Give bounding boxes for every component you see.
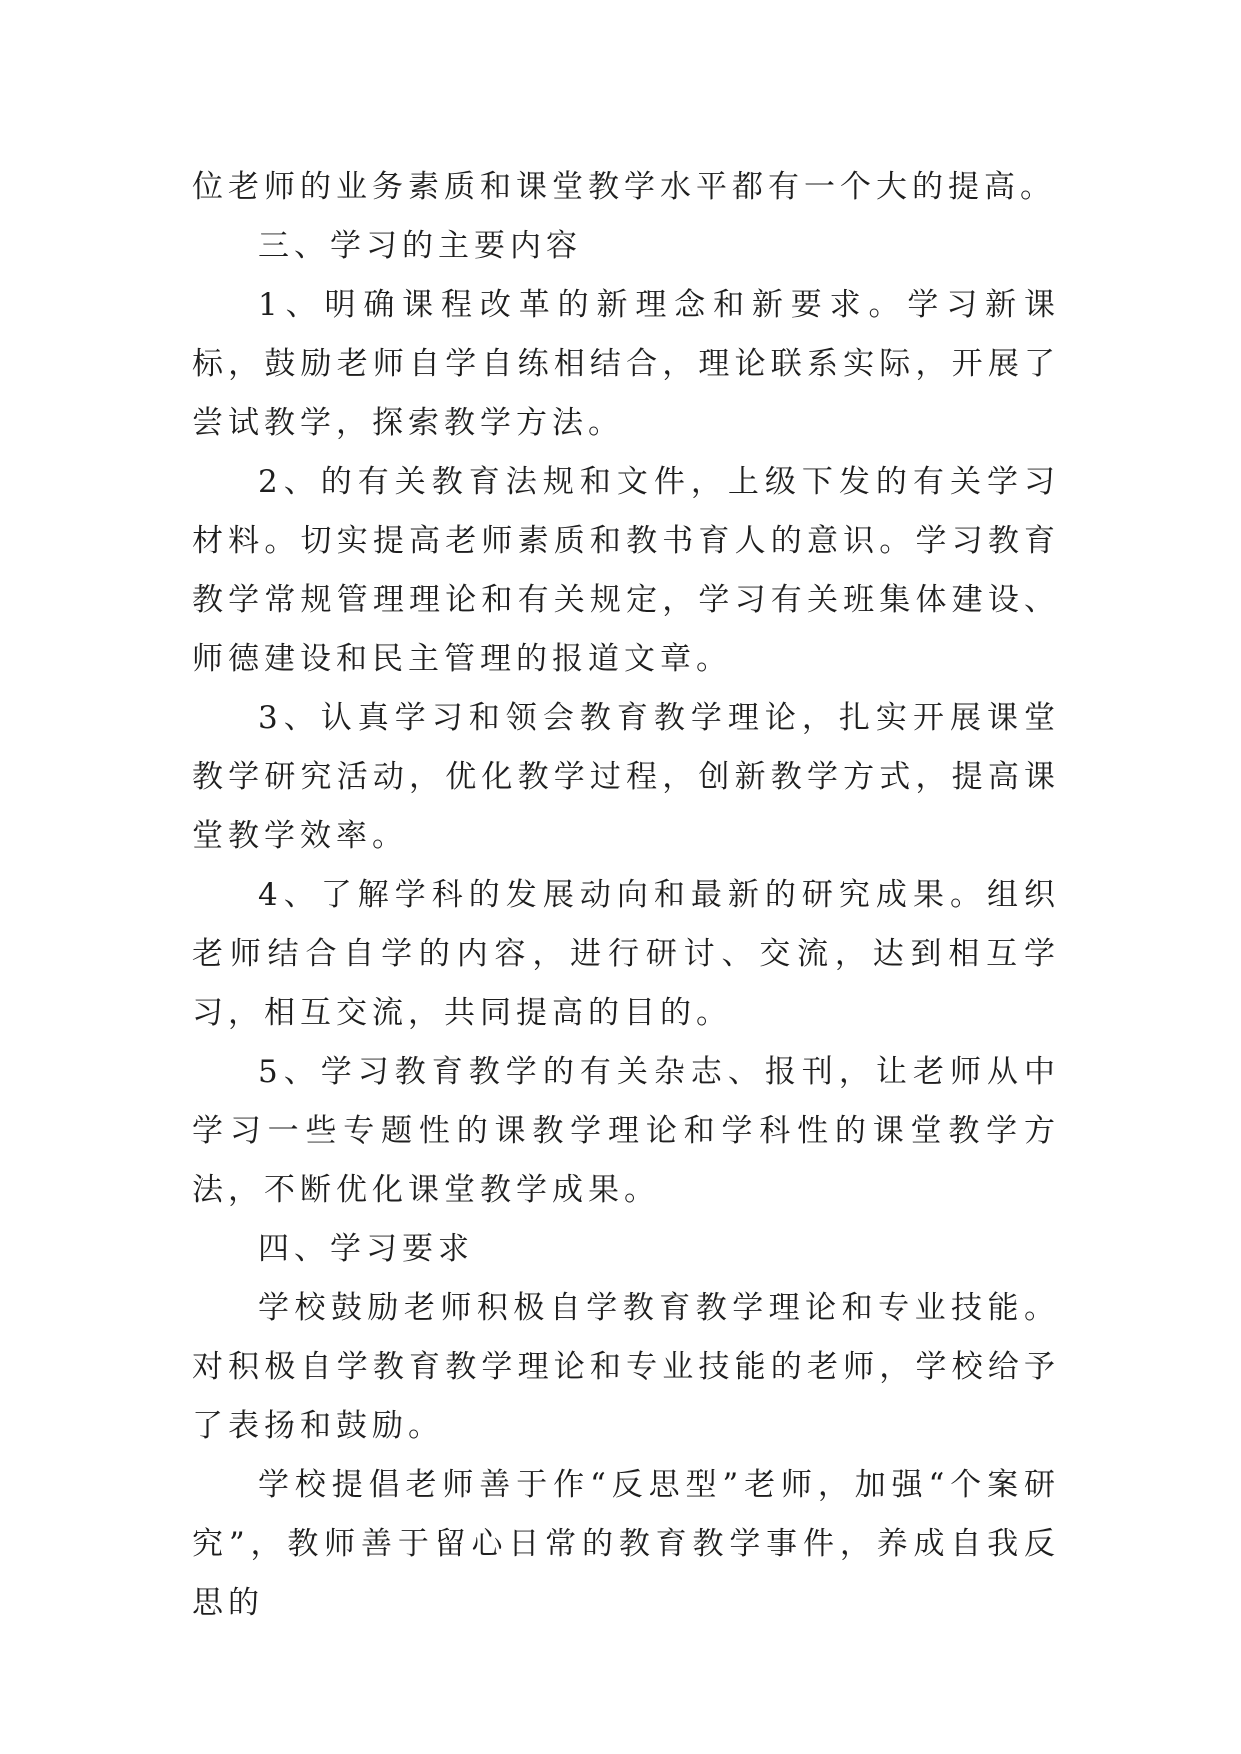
section-heading-learning-content: 三、学习的主要内容: [258, 228, 582, 264]
paragraph-requirements-2: 学校提倡老师善于作“反思型”老师，加强“个案研究”，教师善于留心日常的教育教学事件，养成自我反思的: [192, 1467, 1060, 1621]
section-heading-requirements: 四、学习要求: [258, 1231, 474, 1267]
paragraph-item-4: 4、了解学科的发展动向和最新的研究成果。组织老师结合自学的内容，进行研讨、交流，达到相互学习，相互交流，共同提高的目的。: [192, 877, 1060, 1031]
paragraph-continuation: 位老师的业务素质和课堂教学水平都有一个大的提高。: [192, 169, 1056, 205]
paragraph-requirements-1: 学校鼓励老师积极自学教育教学理论和专业技能。对积极自学教育教学理论和专业技能的老师，学校给予了表扬和鼓励。: [192, 1290, 1060, 1444]
paragraph-item-1: 1、明确课程改革的新理念和新要求。学习新课标，鼓励老师自学自练相结合，理论联系实际，开展了尝试教学，探索教学方法。: [192, 287, 1060, 441]
paragraph-item-2: 2、的有关教育法规和文件，上级下发的有关学习材料。切实提高老师素质和教书育人的意识。学习教育教学常规管理理论和有关规定，学习有关班集体建设、师德建设和民主管理的报道文章。: [192, 464, 1060, 677]
paragraph-item-3: 3、认真学习和领会教育教学理论，扎实开展课堂教学研究活动，优化教学过程，创新教学方式，提高课堂教学效率。: [192, 700, 1060, 854]
paragraph-item-5: 5、学习教育教学的有关杂志、报刊，让老师从中学习一些专题性的课教学理论和学科性的课堂教学方法，不断优化课堂教学成果。: [192, 1054, 1060, 1208]
document-body: [192, 158, 1060, 1633]
